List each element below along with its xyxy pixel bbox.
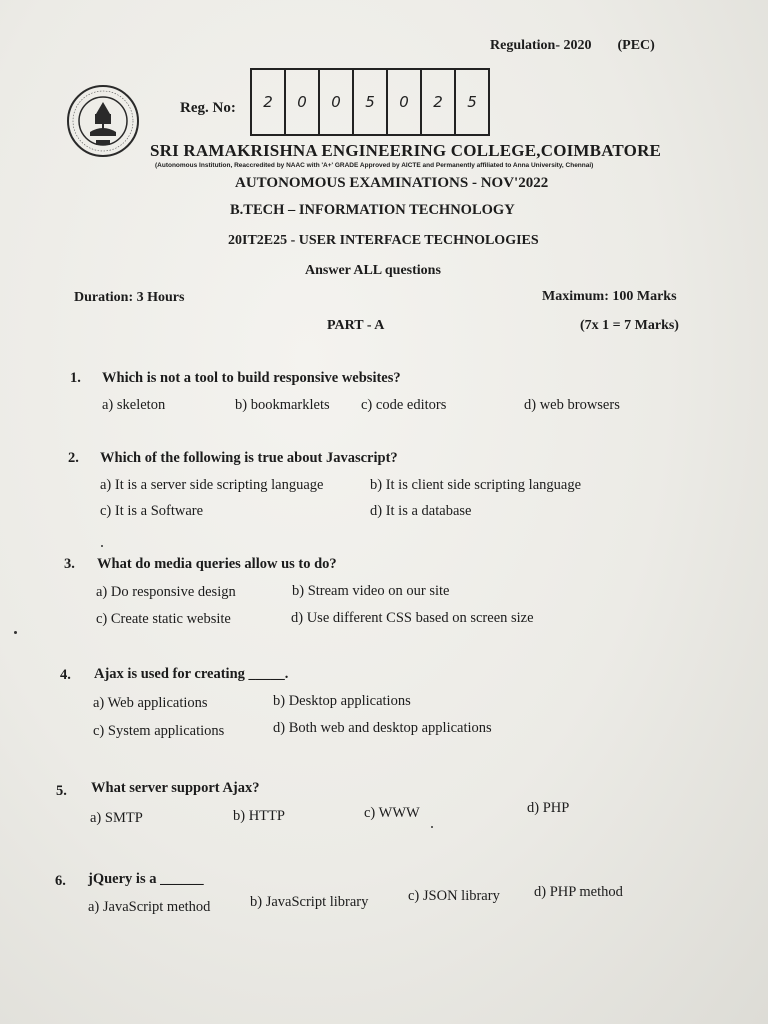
option-a: a) SMTP [90,810,143,826]
option-a: a) Web applications [93,695,208,711]
max-marks-text: Maximum: 100 Marks [542,289,677,304]
option-c: c) code editors [361,397,447,413]
option-d: d) Both web and desktop applications [273,720,492,736]
option-b: b) It is client side scripting language [370,477,582,493]
question-text: Ajax is used for creating _____. [94,666,289,682]
option-c: c) JSON library [408,888,500,904]
part-marks: (7x 1 = 7 Marks) [580,318,679,333]
option-c: c) WWW [364,805,420,821]
paper-speck [101,545,103,547]
question-number: 1. [70,370,81,386]
option-d: d) Use different CSS based on screen size [291,610,534,626]
question-number: 3. [64,556,75,572]
question-text: Which is not a tool to build responsive websites? [102,370,401,386]
question-number: 6. [55,873,66,889]
program-title: B.TECH – INFORMATION TECHNOLOGY [230,202,515,218]
scheme-text: (PEC) [617,38,655,53]
question-number: 2. [68,450,79,466]
option-b: b) JavaScript library [250,894,369,910]
question-number: 4. [60,667,71,683]
option-c: c) It is a Software [100,503,204,519]
part-heading: PART - A [327,318,385,333]
reg-no-digit: 0 [388,70,422,134]
duration-text: Duration: 3 Hours [74,290,185,305]
course-title: 20IT2E25 - USER INTERFACE TECHNOLOGIES [228,233,539,248]
reg-no-digit: 2 [422,70,456,134]
option-a: a) It is a server side scripting language [100,477,324,493]
paper-speck [14,631,17,634]
reg-no-digit: 0 [320,70,354,134]
college-seal-logo [66,84,140,158]
option-c: c) Create static website [96,611,231,627]
question-text: What do media queries allow us to do? [97,556,337,572]
option-a: a) JavaScript method [88,899,211,915]
college-affiliation: (Autonomous Institution, Reaccredited by NAAC with 'A+' GRADE Approved by AICTE and Permanently affiliated to Anna University, Chennai) [155,162,594,169]
question-number: 5. [56,783,67,799]
regulation-text: Regulation- 2020 [490,38,592,53]
exam-title: AUTONOMOUS EXAMINATIONS - NOV'2022 [235,175,549,191]
instruction-text: Answer ALL questions [305,263,441,278]
college-name: SRI RAMAKRISHNA ENGINEERING COLLEGE,COIMBATORE [150,141,662,160]
reg-no-digit: 0 [286,70,320,134]
option-b: b) Desktop applications [273,693,411,709]
regulation-line [490,38,655,54]
option-b: b) bookmarklets [235,397,330,413]
paper-speck [431,826,433,828]
option-a: a) Do responsive design [96,584,236,600]
question-text: Which of the following is true about Javascript? [100,450,398,466]
reg-no-digit: 2 [252,70,286,134]
option-a: a) skeleton [102,397,166,413]
option-d: d) It is a database [370,503,472,519]
option-b: b) Stream video on our site [292,583,450,599]
question-text: What server support Ajax? [91,780,260,796]
option-d: d) PHP method [534,884,623,900]
option-b: b) HTTP [233,808,285,824]
option-d: d) web browsers [524,397,620,413]
option-c: c) System applications [93,723,225,739]
reg-no-label: Reg. No: [180,100,236,116]
reg-no-grid [250,68,490,136]
question-text: jQuery is a ______ [88,871,204,887]
option-d: d) PHP [527,800,570,816]
reg-no-digit: 5 [467,93,477,111]
reg-no-digit: 5 [354,70,388,134]
